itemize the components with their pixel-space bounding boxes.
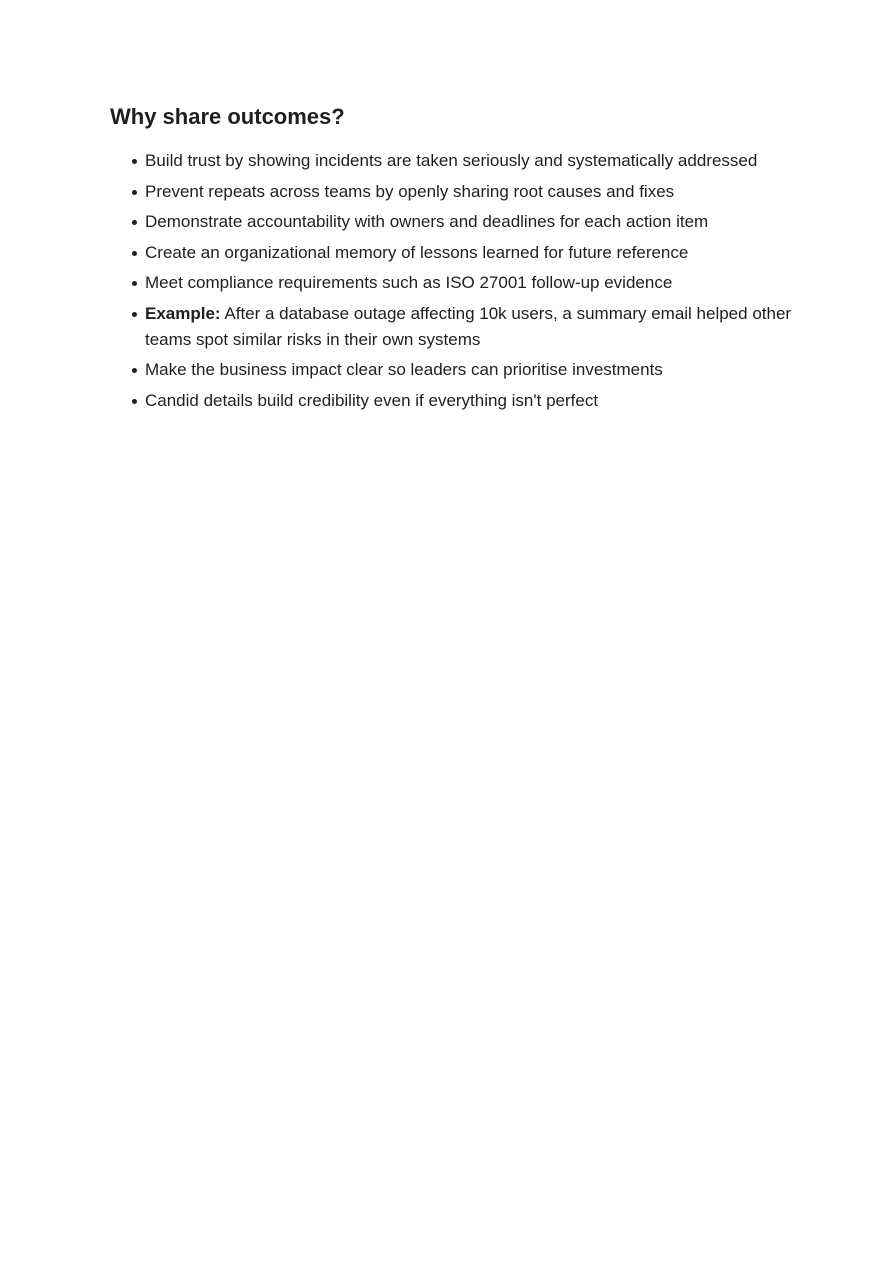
list-item-text: Demonstrate accountability with owners and deadlines for each action item xyxy=(145,212,709,231)
section-heading: Why share outcomes? xyxy=(110,104,345,129)
list-item-example xyxy=(145,301,810,353)
example-label: Example: xyxy=(145,303,221,323)
list-item xyxy=(145,388,810,414)
list-item-text: After a database outage affecting 10k users, a summary email helped other teams spot similar risks in their own systems xyxy=(145,303,792,349)
document-page xyxy=(110,102,810,418)
list-item-text: Make the business impact clear so leaders can prioritise investments xyxy=(145,360,663,379)
list-item-text: Create an organizational memory of lessons learned for future reference xyxy=(145,242,689,262)
list-item xyxy=(145,357,810,383)
list-item-text: Build trust by showing incidents are taken seriously and systematically addressed xyxy=(145,151,758,170)
list-item xyxy=(145,209,810,235)
reasons-list xyxy=(110,148,810,414)
list-item-text: Prevent repeats across teams by openly sharing root causes and fixes xyxy=(145,181,675,201)
list-item xyxy=(145,270,810,296)
list-item-text: Meet compliance requirements such as ISO 27001 follow-up evidence xyxy=(145,273,673,292)
list-item xyxy=(145,240,810,266)
list-item xyxy=(145,179,810,205)
list-item xyxy=(145,148,810,174)
list-item-text: Candid details build credibility even if everything isn't perfect xyxy=(145,390,599,410)
